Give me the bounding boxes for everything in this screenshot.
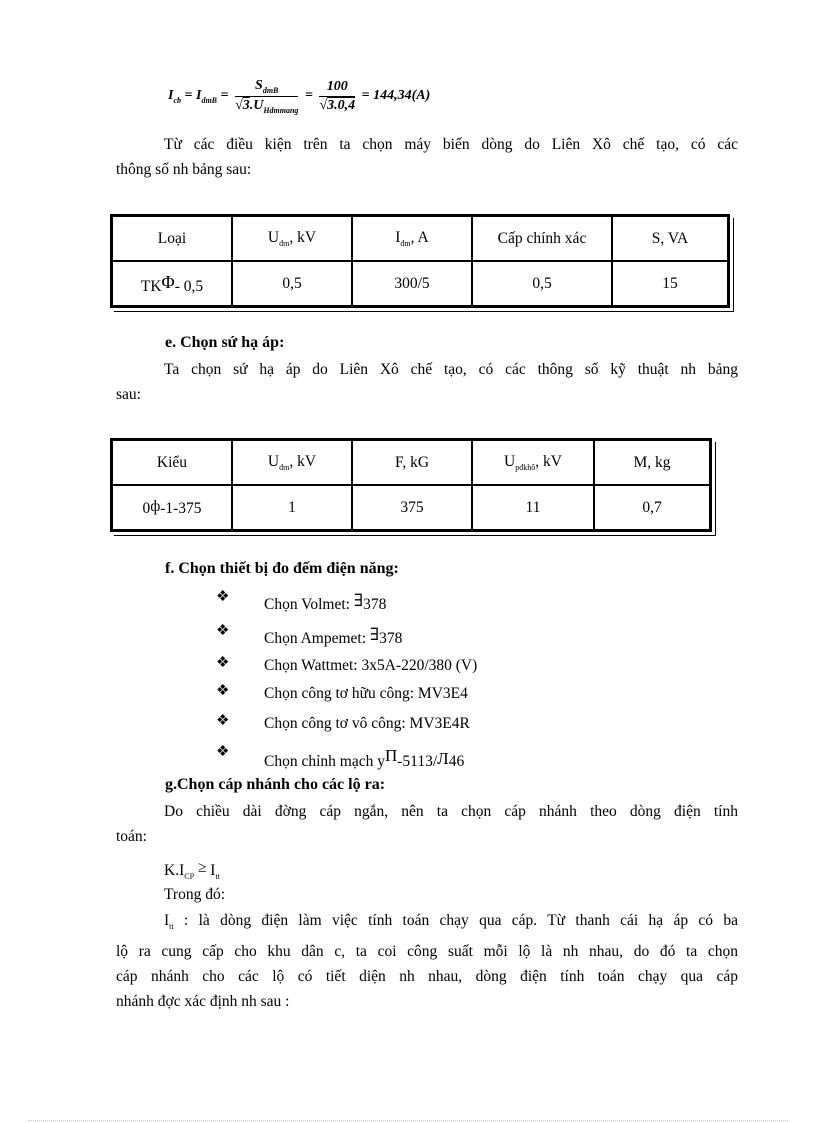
- section-f-title: f. Chọn thiết bị đo đếm điện năng:: [165, 560, 399, 577]
- formula-fraction-2: $\frac{100}{√3.0,4}$: [319, 78, 356, 113]
- section-e-line-1: Ta chọn sứ hạ áp do Liên Xô chế tạo, có các thông số kỹ thuật nh bảng: [164, 361, 738, 378]
- table1-cell-type: TKΦ- 0,5: [112, 261, 232, 306]
- table1-cell-idm: 300/5: [352, 261, 472, 306]
- paragraph-1-line-2: thông số nh bảng sau:: [116, 161, 252, 178]
- table1-header-s: S, VA: [612, 216, 728, 261]
- explanation-line-4: nhánh đợc xác định nh sau :: [116, 993, 290, 1011]
- section-e-line-2: sau:: [116, 386, 141, 403]
- page-bottom-divider: [28, 1120, 788, 1121]
- formula-mid: $I_{dmB}$: [196, 87, 218, 105]
- table1-cell-udm: 0,5: [232, 261, 352, 306]
- table2-cell-udm: 1: [232, 485, 352, 530]
- diamond-bullet-icon: ❖: [216, 655, 230, 671]
- explanation-line-2: lộ ra cung cấp cho khu dân c, ta coi công suất mỗi lộ là nh nhau, do đó ta chọn: [116, 943, 738, 961]
- table2-cell-m: 0,7: [594, 485, 710, 530]
- paragraph-1-line-1: Từ các điều kiện trên ta chọn máy biến dòng do Liên Xô chế tạo, có các: [164, 136, 738, 153]
- table1-header-udm: $U_{đm}$, kV: [232, 216, 352, 261]
- section-e-paragraph: [116, 357, 738, 407]
- trong-do-label: Trong đó:: [164, 886, 226, 903]
- formula-fraction-1: $\frac{S_{dmB}}{√3.U_{Hdmmang}}$: [235, 78, 299, 115]
- table1-header-idm: $I_{đm}$, A: [352, 216, 472, 261]
- section-e-title: e. Chọn sứ hạ áp:: [165, 334, 285, 351]
- diamond-bullet-icon: ❖: [216, 589, 230, 605]
- explanation-line-1: $I_{tt}$ : là dòng điện làm việc tính toán chạy qua cáp. Từ thanh cái hạ áp có ba: [164, 912, 738, 932]
- diamond-bullet-icon: ❖: [216, 744, 230, 760]
- section-g-line-1: Do chiều dài đờng cáp ngắn, nên ta chọn cáp nhánh theo dòng điện tính: [164, 803, 738, 820]
- formula-result: = 144,34(A): [361, 88, 431, 104]
- table1-cell-s: 15: [612, 261, 728, 306]
- table2-cell-type: 0ф-1-375: [112, 485, 232, 530]
- formula-eq1: =: [184, 88, 193, 104]
- table2-header-upd: $U_{pđkhô}$, kV: [472, 440, 594, 485]
- table2-header-m: M, kg: [594, 440, 710, 485]
- diamond-bullet-icon: ❖: [216, 623, 230, 639]
- diamond-bullet-icon: ❖: [216, 713, 230, 729]
- cable-condition-formula: $K.I_{CP} \ge I_{tt}$: [164, 859, 220, 882]
- table1-cell-accuracy: 0,5: [472, 261, 612, 306]
- explanation-line-3: cáp nhánh cho các lộ có tiết diện nh nhau, dòng điện tính toán chạy qua cáp: [116, 968, 738, 986]
- formula-lhs: $I_{cb}$: [168, 87, 182, 105]
- table1-header-loai: Loại: [112, 216, 232, 261]
- table2-cell-upd: 11: [472, 485, 594, 530]
- insulator-table: [110, 438, 712, 532]
- section-g-line-2: toán:: [116, 828, 147, 845]
- table2-header-f: F, kG: [352, 440, 472, 485]
- section-g-explanation: [116, 908, 738, 1014]
- section-g-paragraph: [116, 799, 738, 849]
- current-formula: $I_{cb} = I_{dmB}$ = $\frac{S_{dmB}}{√3.U_{Hdmmang}}$ = $\frac{100}{√3.0,4}$ = 144,34(A): [168, 78, 431, 115]
- section-g-title: g.Chọn cáp nhánh cho các lộ ra:: [165, 776, 386, 793]
- table1-header-accuracy: Cấp chính xác: [472, 216, 612, 261]
- diamond-bullet-icon: ❖: [216, 683, 230, 699]
- current-transformer-table: [110, 214, 730, 308]
- table2-header-kieu: Kiểu: [112, 440, 232, 485]
- paragraph-1: [116, 132, 738, 182]
- table2-header-udm: $U_{đm}$, kV: [232, 440, 352, 485]
- table2-cell-f: 375: [352, 485, 472, 530]
